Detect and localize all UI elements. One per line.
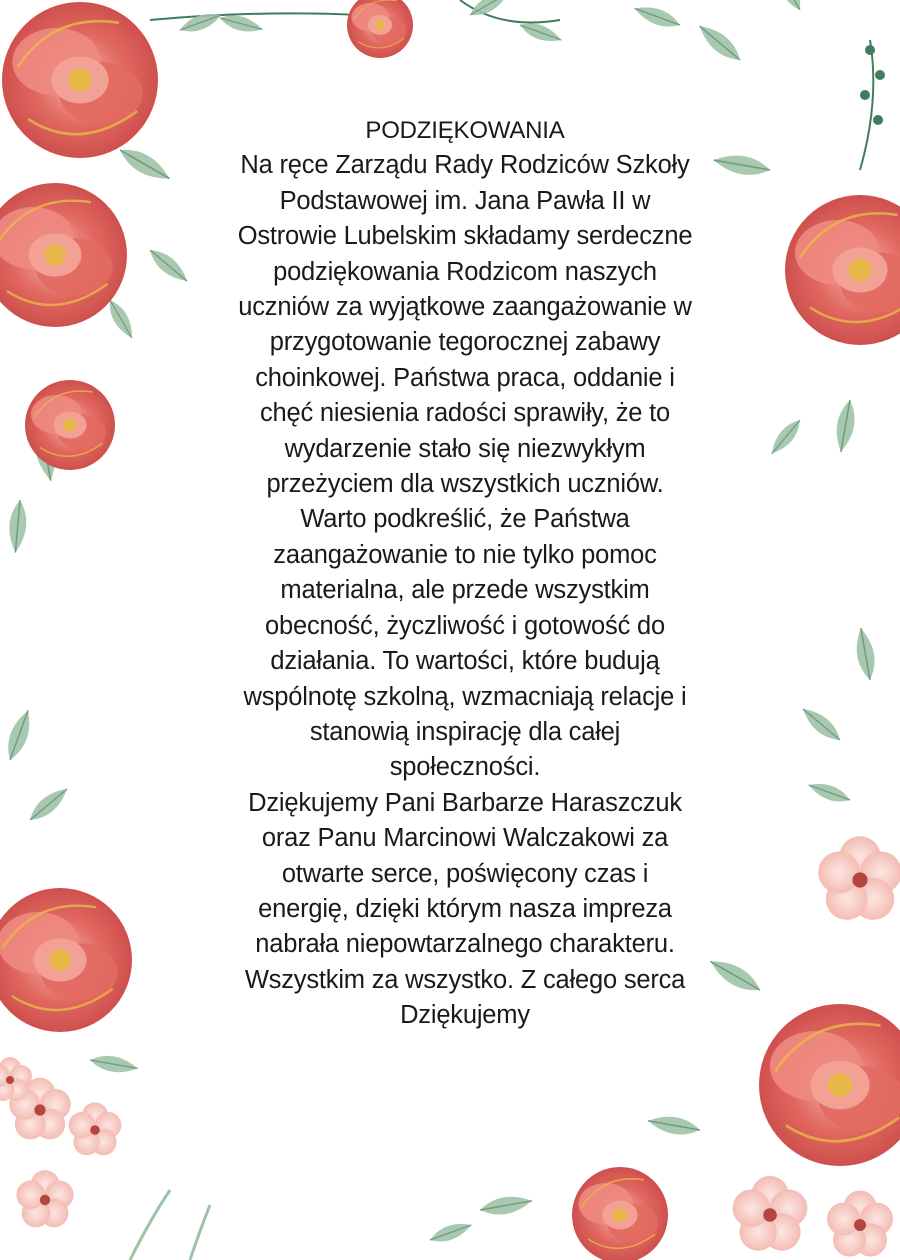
text-line: materialna, ale przede wszystkim	[280, 576, 650, 605]
bottom-left-flowers	[0, 708, 210, 1260]
text-line: nabrała niepowtarzalnego charakteru.	[255, 930, 675, 959]
text-line: wydarzenie stało się niezwykłym	[284, 434, 646, 463]
text-line: przygotowanie tegorocznej zabawy	[269, 328, 661, 357]
text-line: Warto podkreślić, że Państwa	[300, 505, 630, 534]
text-line: Ostrowie Lubelskim składamy serdeczne	[237, 222, 693, 251]
text-line: energię, dzięki którym nasza impreza	[258, 894, 672, 923]
text-line: choinkowej. Państwa praca, oddanie i	[255, 363, 675, 392]
text-line: chęć niesienia radości sprawiły, że to	[259, 399, 671, 428]
text-line: działania. To wartości, które budują	[270, 647, 660, 676]
text-line: Podstawowej im. Jana Pawła II w	[279, 186, 651, 215]
text-line: Na ręce Zarządu Rady Rodziców Szkoły	[240, 151, 690, 180]
text-line: przeżyciem dla wszystkich uczniów.	[266, 470, 664, 499]
text-line: zaangażowanie to nie tylko pomoc	[273, 540, 657, 569]
document-title: PODZIĘKOWANIA	[365, 117, 565, 144]
acknowledgement-text	[205, 113, 725, 1034]
text-line: wspólnotę szkolną, wzmacniają relacje i	[243, 682, 687, 711]
text-line: uczniów za wyjątkowe zaangażowanie w	[238, 293, 692, 322]
text-line: otwarte serce, poświęcony czas i	[281, 859, 649, 888]
text-line: stanowią inspirację dla całej	[309, 717, 621, 746]
text-line: oraz Panu Marcinowi Walczakowi za	[261, 824, 669, 853]
text-line: Wszystkim za wszystko. Z całego serca	[244, 965, 686, 994]
text-line: społeczności.	[389, 753, 541, 782]
text-line: obecność, życzliwość i gotowość do	[265, 611, 665, 640]
text-line: podziękowania Rodzicom naszych	[273, 257, 657, 286]
text-line: Dziękujemy	[400, 1001, 530, 1030]
text-line: Dziękujemy Pani Barbarze Haraszczuk	[248, 788, 682, 817]
